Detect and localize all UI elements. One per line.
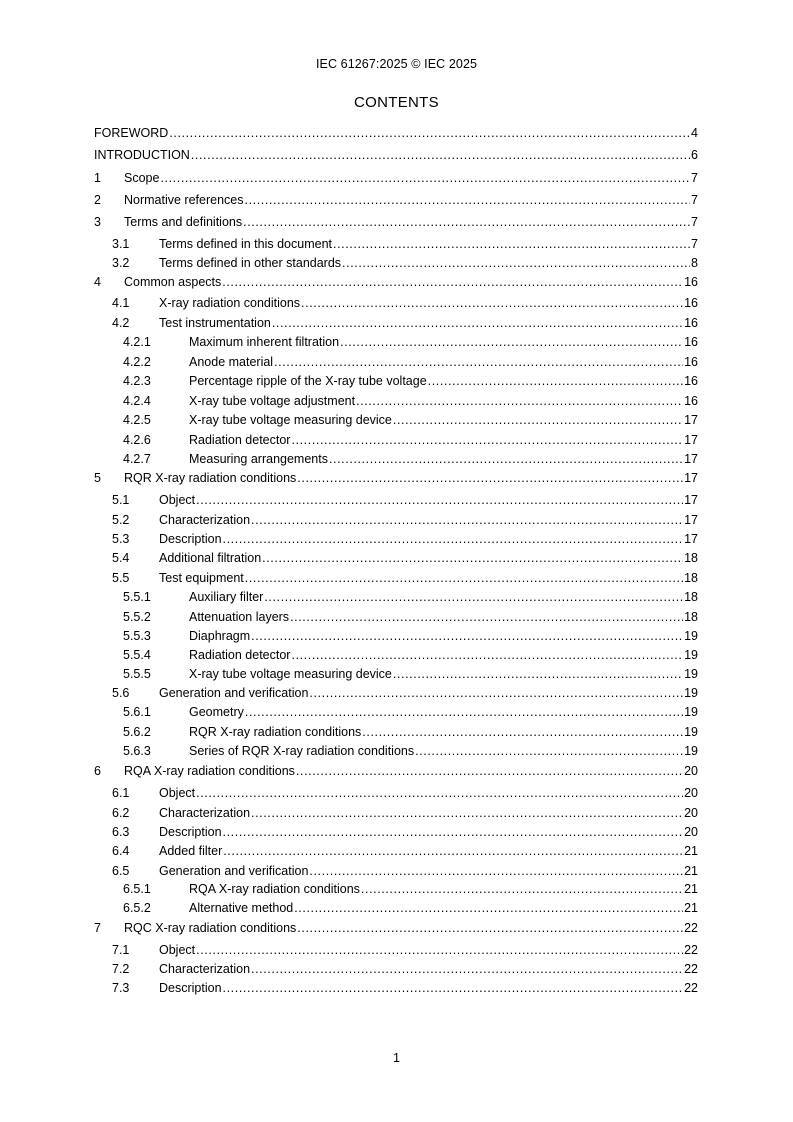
toc-entry-page: 17	[684, 452, 698, 466]
toc-entry-title: RQA X-ray radiation conditions	[189, 882, 360, 896]
toc-entry-number: 6.5	[112, 864, 130, 878]
toc-entry-number: 7	[94, 921, 101, 935]
toc-entry-number: 4.2.7	[123, 452, 151, 466]
toc-entry[interactable]	[94, 549, 698, 567]
toc-dot-leader	[196, 784, 683, 802]
page-number: 1	[393, 1051, 400, 1065]
toc-entry-page: 7	[691, 171, 698, 185]
toc-dot-leader	[191, 146, 690, 164]
toc-entry-page: 22	[684, 962, 698, 976]
toc-entry[interactable]	[94, 333, 698, 351]
toc-entry-title: INTRODUCTION	[94, 148, 190, 162]
toc-entry-page: 7	[691, 215, 698, 229]
toc-entry-number: 5.1	[112, 493, 130, 507]
toc-entry-number: 3.1	[112, 237, 130, 251]
toc-entry[interactable]	[94, 372, 698, 390]
toc-entry-number: 7.1	[112, 943, 130, 957]
toc-entry-number: 5.6.3	[123, 744, 151, 758]
toc-dot-leader	[309, 684, 683, 702]
toc-dot-leader	[415, 742, 683, 760]
toc-entry-title: RQR X-ray radiation conditions	[189, 725, 362, 739]
toc-entry-number: 5.5.5	[123, 667, 151, 681]
toc-entry-number: 5.2	[112, 513, 130, 527]
toc-entry[interactable]	[94, 530, 698, 548]
toc-entry-title: Test equipment	[159, 571, 244, 585]
toc-entry[interactable]	[94, 899, 698, 917]
toc-entry-title: Characterization	[159, 962, 251, 976]
toc-entry[interactable]	[94, 569, 698, 587]
toc-dot-leader	[291, 431, 683, 449]
toc-entry-title: X-ray tube voltage measuring device	[189, 667, 392, 681]
toc-dot-leader	[251, 804, 683, 822]
toc-entry-title: Object	[159, 786, 196, 800]
toc-entry-title: X-ray tube voltage measuring device	[189, 413, 392, 427]
toc-dot-leader	[272, 314, 683, 332]
toc-dot-leader	[245, 191, 691, 209]
toc-entry-number: 4.1	[112, 296, 130, 310]
toc-entry-title: FOREWORD	[94, 126, 169, 140]
toc-entry[interactable]	[94, 665, 698, 683]
toc-entry[interactable]	[94, 294, 698, 312]
toc-entry-title: X-ray tube voltage adjustment	[189, 394, 356, 408]
toc-entry[interactable]	[94, 880, 698, 898]
toc-entry-page: 18	[684, 590, 698, 604]
toc-entry-page: 18	[684, 551, 698, 565]
toc-dot-leader	[223, 823, 684, 841]
toc-entry[interactable]	[94, 450, 698, 468]
toc-dot-leader	[169, 124, 690, 142]
toc-entry-number: 5.3	[112, 532, 130, 546]
toc-entry-page: 4	[691, 126, 698, 140]
toc-entry-number: 6.4	[112, 844, 130, 858]
toc-entry[interactable]	[94, 762, 698, 780]
toc-entry-page: 17	[684, 513, 698, 527]
toc-entry-page: 18	[684, 610, 698, 624]
toc-dot-leader	[196, 941, 683, 959]
toc-entry-page: 17	[684, 471, 698, 485]
toc-dot-leader	[274, 353, 683, 371]
toc-dot-leader	[428, 372, 683, 390]
toc-entry[interactable]	[94, 842, 698, 860]
toc-entry-number: 5.5	[112, 571, 130, 585]
toc-dot-leader	[223, 979, 684, 997]
toc-dot-leader	[291, 646, 683, 664]
toc-entry-number: 7.3	[112, 981, 130, 995]
toc-dot-leader	[251, 627, 683, 645]
toc-entry-page: 22	[684, 981, 698, 995]
toc-entry-page: 19	[684, 725, 698, 739]
toc-entry-page: 16	[684, 316, 698, 330]
toc-entry-title: Terms defined in other standards	[159, 256, 342, 270]
toc-entry-title: Characterization	[159, 806, 251, 820]
toc-entry-number: 6.5.1	[123, 882, 151, 896]
toc-entry-number: 5.6.2	[123, 725, 151, 739]
toc-entry-title: Measuring arrangements	[189, 452, 328, 466]
toc-dot-leader	[356, 392, 683, 410]
toc-entry-title: X-ray radiation conditions	[159, 296, 301, 310]
toc-entry-number: 4.2.5	[123, 413, 151, 427]
toc-entry-title: Series of RQR X-ray radiation conditions	[189, 744, 415, 758]
toc-entry[interactable]	[94, 703, 698, 721]
toc-entry[interactable]	[94, 235, 698, 253]
toc-entry-number: 5	[94, 471, 101, 485]
toc-dot-leader	[222, 273, 683, 291]
toc-entry-title: Description	[159, 981, 222, 995]
toc-entry-page: 19	[684, 629, 698, 643]
toc-entry[interactable]	[94, 314, 698, 332]
toc-entry-title: Alternative method	[189, 901, 294, 915]
toc-entry[interactable]	[94, 784, 698, 802]
toc-entry-page: 17	[684, 532, 698, 546]
toc-entry[interactable]	[94, 213, 698, 231]
toc-entry-title: Terms defined in this document	[159, 237, 333, 251]
toc-entry-number: 6.2	[112, 806, 130, 820]
toc-entry-page: 16	[684, 374, 698, 388]
toc-entry-title: Normative references	[124, 193, 244, 207]
toc-entry[interactable]	[94, 124, 698, 142]
toc-dot-leader	[160, 169, 690, 187]
toc-entry-page: 16	[684, 355, 698, 369]
toc-entry-page: 6	[691, 148, 698, 162]
toc-entry[interactable]	[94, 191, 698, 209]
toc-entry-title: Characterization	[159, 513, 251, 527]
toc-entry[interactable]	[94, 392, 698, 410]
toc-entry[interactable]	[94, 411, 698, 429]
toc-entry-title: Test instrumentation	[159, 316, 271, 330]
toc-entry[interactable]	[94, 646, 698, 664]
toc-dot-leader	[290, 608, 683, 626]
toc-entry-title: Auxiliary filter	[189, 590, 264, 604]
toc-entry-page: 16	[684, 296, 698, 310]
toc-dot-leader	[309, 862, 683, 880]
toc-dot-leader	[296, 762, 683, 780]
toc-entry-page: 17	[684, 413, 698, 427]
toc-entry-page: 16	[684, 335, 698, 349]
toc-entry[interactable]	[94, 491, 698, 509]
toc-dot-leader	[361, 880, 683, 898]
toc-entry-number: 4.2.3	[123, 374, 151, 388]
toc-dot-leader	[245, 569, 683, 587]
toc-dot-leader	[297, 469, 683, 487]
toc-entry-page: 7	[691, 193, 698, 207]
toc-entry-title: Common aspects	[124, 275, 222, 289]
toc-dot-leader	[196, 491, 683, 509]
toc-entry-page: 19	[684, 667, 698, 681]
toc-entry[interactable]	[94, 608, 698, 626]
page-title: CONTENTS	[354, 94, 439, 111]
toc-entry-page: 8	[691, 256, 698, 270]
toc-entry-title: Radiation detector	[189, 433, 291, 447]
toc-entry[interactable]	[94, 919, 698, 937]
toc-entry[interactable]	[94, 588, 698, 606]
toc-dot-leader	[333, 235, 690, 253]
toc-entry-number: 4.2.2	[123, 355, 151, 369]
toc-entry-page: 17	[684, 433, 698, 447]
toc-entry-title: Generation and verification	[159, 686, 309, 700]
toc-entry[interactable]	[94, 804, 698, 822]
toc-entry-number: 5.5.1	[123, 590, 151, 604]
toc-entry-page: 18	[684, 571, 698, 585]
toc-entry[interactable]	[94, 511, 698, 529]
toc-entry-number: 3	[94, 215, 101, 229]
toc-dot-leader	[297, 919, 683, 937]
toc-dot-leader	[223, 530, 684, 548]
toc-dot-leader	[294, 899, 683, 917]
toc-entry-page: 21	[684, 844, 698, 858]
toc-dot-leader	[340, 333, 683, 351]
toc-entry[interactable]	[94, 254, 698, 272]
toc-entry-page: 20	[684, 806, 698, 820]
toc-entry-number: 5.6	[112, 686, 130, 700]
toc-entry-number: 3.2	[112, 256, 130, 270]
toc-entry-page: 20	[684, 825, 698, 839]
toc-entry-page: 22	[684, 921, 698, 935]
toc-entry-title: Anode material	[189, 355, 274, 369]
toc-entry-title: Added filter	[159, 844, 223, 858]
toc-entry-page: 16	[684, 394, 698, 408]
toc-entry[interactable]	[94, 862, 698, 880]
toc-entry-title: Additional filtration	[159, 551, 262, 565]
toc-entry-page: 19	[684, 744, 698, 758]
toc-entry-title: RQA X-ray radiation conditions	[124, 764, 295, 778]
toc-entry-page: 22	[684, 943, 698, 957]
toc-dot-leader	[262, 549, 683, 567]
toc-entry-title: RQC X-ray radiation conditions	[124, 921, 297, 935]
toc-entry-title: Scope	[124, 171, 160, 185]
toc-entry-number: 4.2.4	[123, 394, 151, 408]
toc-entry-page: 19	[684, 705, 698, 719]
toc-entry-title: Description	[159, 532, 222, 546]
toc-entry-title: Geometry	[189, 705, 244, 719]
toc-entry-number: 6.5.2	[123, 901, 151, 915]
toc-entry-number: 7.2	[112, 962, 130, 976]
toc-entry[interactable]	[94, 823, 698, 841]
toc-dot-leader	[251, 960, 683, 978]
toc-entry[interactable]	[94, 742, 698, 760]
toc-dot-leader	[393, 665, 683, 683]
toc-entry-number: 4.2.1	[123, 335, 151, 349]
toc-entry-number: 6	[94, 764, 101, 778]
toc-entry-title: Object	[159, 943, 196, 957]
toc-entry-number: 5.6.1	[123, 705, 151, 719]
toc-entry-title: RQR X-ray radiation conditions	[124, 471, 297, 485]
toc-dot-leader	[245, 703, 683, 721]
toc-entry-number: 4.2	[112, 316, 130, 330]
toc-dot-leader	[329, 450, 683, 468]
toc-entry-number: 4	[94, 275, 101, 289]
toc-entry[interactable]	[94, 273, 698, 291]
toc-entry-title: Percentage ripple of the X-ray tube voltage	[189, 374, 427, 388]
toc-entry[interactable]	[94, 723, 698, 741]
toc-entry-page: 21	[684, 901, 698, 915]
toc-entry[interactable]	[94, 941, 698, 959]
toc-entry-page: 17	[684, 493, 698, 507]
toc-entry[interactable]	[94, 146, 698, 164]
toc-entry[interactable]	[94, 169, 698, 187]
toc-dot-leader	[264, 588, 683, 606]
toc-entry[interactable]	[94, 979, 698, 997]
toc-entry-number: 1	[94, 171, 101, 185]
toc-entry-page: 19	[684, 648, 698, 662]
toc-entry[interactable]	[94, 627, 698, 645]
toc-dot-leader	[243, 213, 690, 231]
toc-entry[interactable]	[94, 431, 698, 449]
toc-dot-leader	[301, 294, 683, 312]
toc-entry-number: 5.5.2	[123, 610, 151, 624]
toc-entry[interactable]	[94, 469, 698, 487]
toc-entry[interactable]	[94, 960, 698, 978]
toc-entry-page: 7	[691, 237, 698, 251]
toc-entry-title: Maximum inherent filtration	[189, 335, 340, 349]
toc-entry-title: Object	[159, 493, 196, 507]
toc-entry-number: 5.4	[112, 551, 130, 565]
toc-entry-number: 6.3	[112, 825, 130, 839]
toc-dot-leader	[393, 411, 683, 429]
toc-entry-page: 16	[684, 275, 698, 289]
toc-entry-page: 21	[684, 882, 698, 896]
toc-entry-title: Generation and verification	[159, 864, 309, 878]
toc-entry[interactable]	[94, 353, 698, 371]
toc-entry-number: 6.1	[112, 786, 130, 800]
toc-entry-page: 20	[684, 764, 698, 778]
toc-dot-leader	[362, 723, 683, 741]
toc-entry-title: Attenuation layers	[189, 610, 290, 624]
toc-entry-page: 21	[684, 864, 698, 878]
toc-dot-leader	[223, 842, 683, 860]
page-header: IEC 61267:2025 © IEC 2025	[315, 57, 478, 71]
toc-entry-number: 4.2.6	[123, 433, 151, 447]
toc-entry-page: 19	[684, 686, 698, 700]
toc-entry-page: 20	[684, 786, 698, 800]
toc-entry-title: Diaphragm	[189, 629, 251, 643]
toc-entry-number: 5.5.3	[123, 629, 151, 643]
toc-entry-number: 5.5.4	[123, 648, 151, 662]
toc-entry-number: 2	[94, 193, 101, 207]
toc-dot-leader	[251, 511, 683, 529]
toc-dot-leader	[342, 254, 690, 272]
toc-entry-title: Description	[159, 825, 222, 839]
toc-entry-title: Radiation detector	[189, 648, 291, 662]
toc-entry-title: Terms and definitions	[124, 215, 243, 229]
toc-entry[interactable]	[94, 684, 698, 702]
